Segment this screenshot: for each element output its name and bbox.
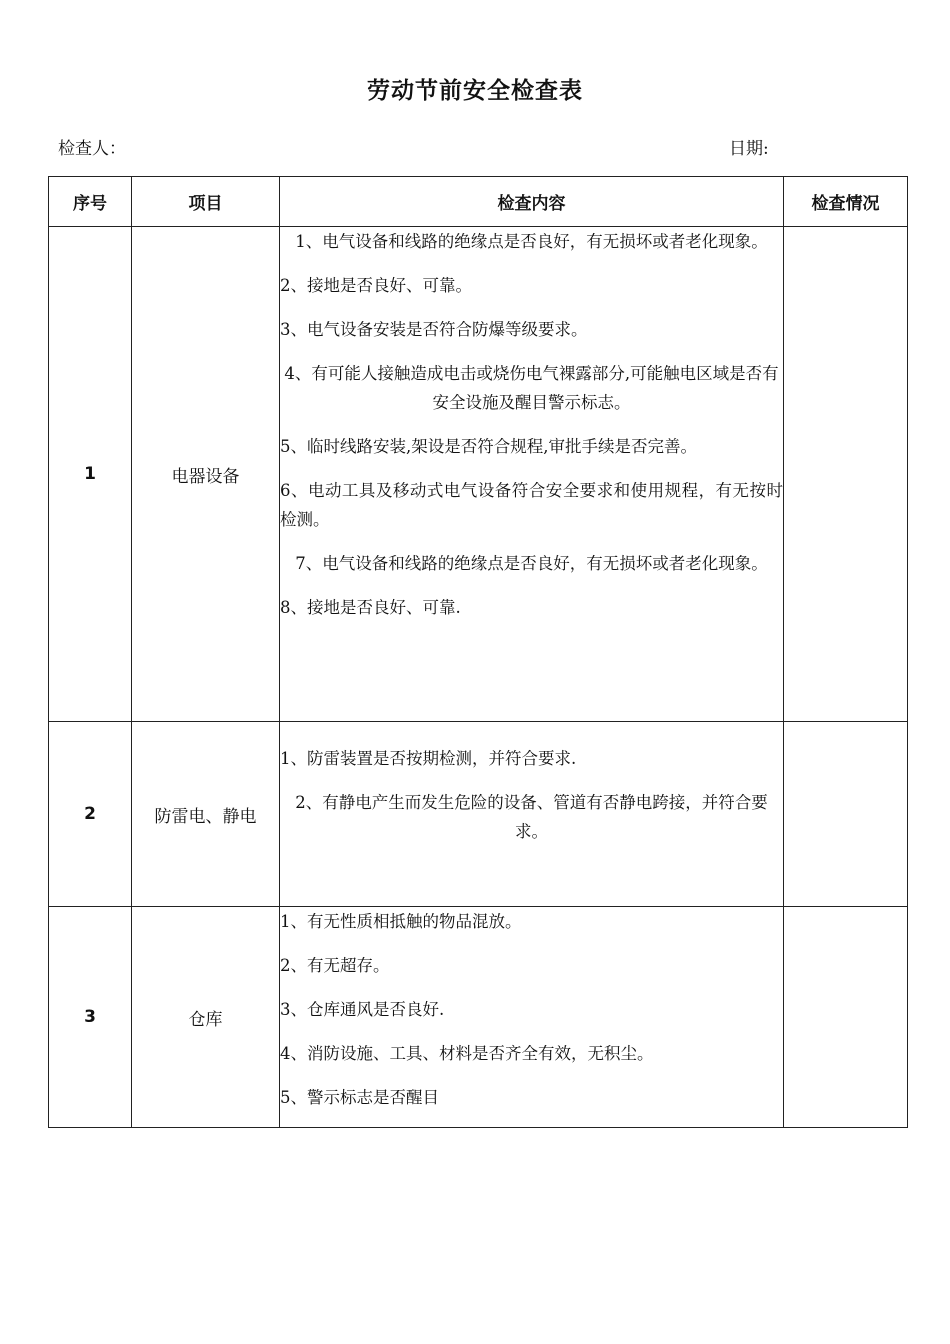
check-point: 4、消防设施、工具、材料是否齐全有效，无积尘。: [280, 1044, 654, 1063]
row-item: 电器设备: [132, 227, 280, 722]
check-point: 2、接地是否良好、可靠。: [280, 276, 472, 295]
row-item: 防雷电、静电: [132, 722, 280, 907]
row-item: 仓库: [132, 907, 280, 1128]
row-status: [784, 722, 908, 907]
row-status: [784, 907, 908, 1128]
row-content: [280, 722, 784, 907]
check-point: 6、电动工具及移动式电气设备符合安全要求和使用规程，有无按时检测。: [280, 481, 783, 529]
check-point: 1、防雷装置是否按期检测，并符合要求.: [280, 749, 577, 768]
row-serial: 1: [49, 227, 132, 722]
header-status: 检查情况: [784, 177, 908, 227]
header-content: 检查内容: [280, 177, 784, 227]
table-row: [49, 722, 908, 907]
header-item: 项目: [132, 177, 280, 227]
check-point: 3、仓库通风是否良好.: [280, 1000, 445, 1019]
table-row: [49, 227, 908, 722]
check-point: 1、电气设备和线路的绝缘点是否良好，有无损坏或者老化现象。: [295, 232, 768, 251]
row-content: [280, 907, 784, 1128]
header-serial: 序号: [49, 177, 132, 227]
row-serial: 3: [49, 907, 132, 1128]
table-row: [49, 907, 908, 1128]
check-point: 7、电气设备和线路的绝缘点是否良好，有无损坏或者老化现象。: [295, 554, 768, 573]
row-status: [784, 227, 908, 722]
check-point: 2、有无超存。: [280, 956, 390, 975]
check-point: 1、有无性质相抵触的物品混放。: [280, 912, 522, 931]
check-point: 3、电气设备安装是否符合防爆等级要求。: [280, 320, 588, 339]
check-point: 5、警示标志是否醒目: [280, 1088, 439, 1107]
date-label: 日期:: [729, 139, 769, 159]
check-point: 4、有可能人接触造成电击或烧伤电气裸露部分,可能触电区域是否有安全设施及醒目警示标志。: [284, 364, 779, 412]
table-header-row: [49, 177, 908, 227]
inspector-label: 检查人：: [58, 139, 126, 159]
check-point: 5、临时线路安装,架设是否符合规程,审批手续是否完善。: [280, 437, 697, 456]
check-point: 8、接地是否良好、可靠.: [280, 598, 461, 617]
safety-check-table: [48, 176, 908, 1128]
check-point: 2、有静电产生而发生危险的设备、管道有否静电跨接，并符合要求。: [295, 793, 768, 841]
row-serial: 2: [49, 722, 132, 907]
row-content: [280, 227, 784, 722]
page-title: 劳动节前安全检查表: [367, 78, 583, 104]
